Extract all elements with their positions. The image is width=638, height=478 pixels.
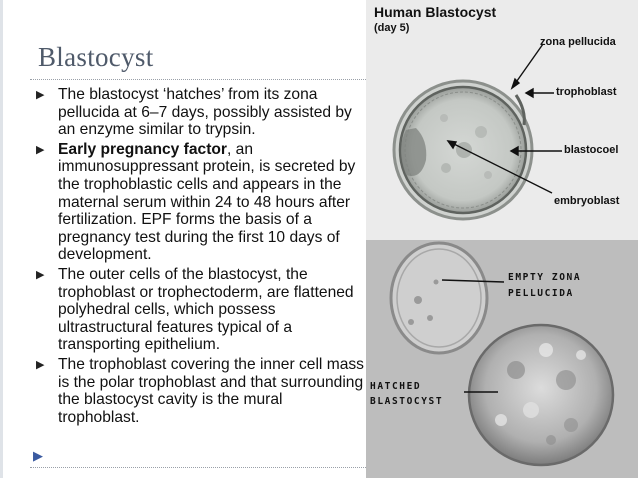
triangle-bullet-icon: ▶ <box>36 89 45 101</box>
bullet-text: The blastocyst ‘hatches’ from its zona pellucida at 6–7 days, possibly assisted by an enzyme similar to trypsin. <box>58 86 352 139</box>
hatched-blastocyst <box>469 325 613 465</box>
triangle-bullet-icon: ▶ <box>36 358 45 371</box>
label-embryoblast: embryoblast <box>554 195 620 207</box>
label-empty-zona-line2: PELLUCIDA <box>508 288 574 299</box>
title-divider <box>30 79 366 80</box>
label-hatched-line2: BLASTOCYST <box>370 396 444 407</box>
slide-edge-bar <box>0 0 3 478</box>
label-empty-zona-line1: EMPTY ZONA <box>508 272 582 283</box>
label-trophoblast: trophoblast <box>556 86 617 98</box>
bullet-item <box>34 266 366 354</box>
bullet-text: , an immunosuppressant protein, is secreted by the trophoblastic cells and appears in the maternal serum within 24 to 48 hours after fertilization. EPF forms the basis of a pregnancy test during the first 10 days of development. <box>58 140 356 264</box>
label-hatched-line1: HATCHED <box>370 381 422 392</box>
blastocyst-cell <box>394 81 532 219</box>
bullet-text: The trophoblast covering the inner cell mass is the polar trophoblast and that surrounding the blastocyst cavity is the mural trophoblast. <box>58 355 364 426</box>
slide-title: Blastocyst <box>38 42 154 72</box>
bullet-text: The outer cells of the blastocyst, the trophoblast or trophectoderm, are flattened polyhedral cells, which possess ultrastructural features typical of a transporting epithelium. <box>58 265 354 354</box>
bullet-list <box>34 86 366 428</box>
blastocyst-figure <box>366 0 638 478</box>
figure-title: Human Blastocyst <box>374 4 497 20</box>
bullet-bold-term: Early pregnancy factor <box>58 140 227 158</box>
label-blastocoel: blastocoel <box>564 144 619 156</box>
bullet-item <box>34 356 366 426</box>
figure-subtitle: (day 5) <box>374 22 410 34</box>
bullet-item <box>34 141 366 264</box>
empty-zona-pellucida <box>391 243 487 353</box>
triangle-bullet-icon: ▶ <box>36 268 45 281</box>
triangle-bullet-icon: ▶ <box>36 143 45 156</box>
label-zona-pellucida: zona pellucida <box>540 36 616 48</box>
bullet-item <box>34 86 366 139</box>
footer-divider <box>30 467 366 468</box>
nav-triangle-icon: ▶ <box>33 448 43 463</box>
